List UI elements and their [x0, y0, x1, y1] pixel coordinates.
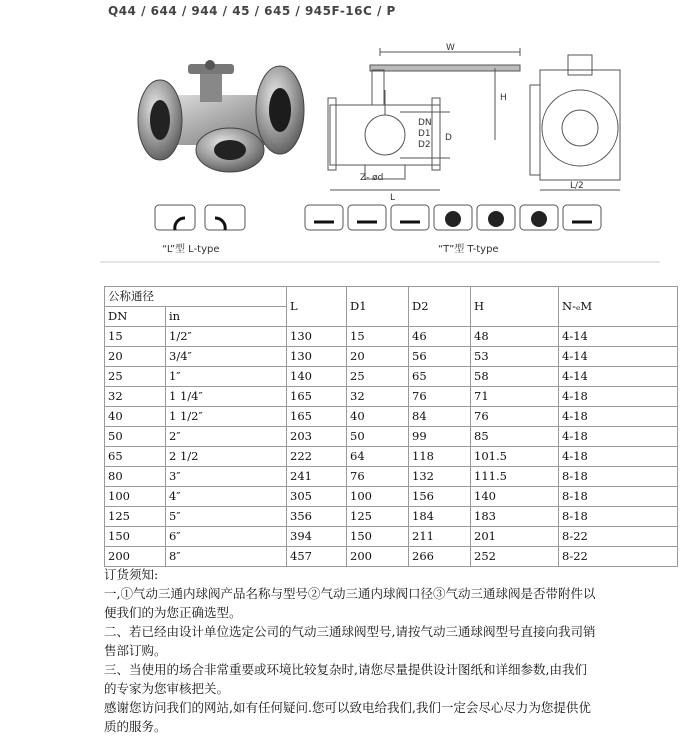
table-cell: 111.5 [471, 467, 559, 487]
table-cell: 140 [287, 367, 347, 387]
table-row [105, 427, 678, 447]
table-cell: 150 [347, 527, 409, 547]
table-cell: 4-14 [559, 347, 678, 367]
table-cell: 132 [409, 467, 471, 487]
section-drawing [328, 43, 520, 203]
notes-heading: 订货须知: [104, 567, 159, 582]
table-cell: 211 [409, 527, 471, 547]
table-cell: 1 1/4″ [166, 387, 287, 407]
table-cell: 58 [471, 367, 559, 387]
header-d1: D1 [347, 287, 409, 327]
table-row [105, 387, 678, 407]
table-cell: 183 [471, 507, 559, 527]
table-cell: 80 [105, 467, 166, 487]
table-cell: 3/4″ [166, 347, 287, 367]
table-cell: 200 [105, 547, 166, 567]
table-cell: 76 [409, 387, 471, 407]
notes-line: 二、若已经由设计单位选定公司的气动三通球阀型号,请按气动三通球阀型号直接向我司销 [104, 624, 596, 639]
table-cell: 184 [409, 507, 471, 527]
table-row [105, 547, 678, 567]
figure-title: Q44 / 644 / 944 / 45 / 645 / 945F-16C / P [108, 4, 396, 18]
table-cell: 48 [471, 327, 559, 347]
table-cell: 64 [347, 447, 409, 467]
table-cell: 4-14 [559, 327, 678, 347]
dim-l2: L/2 [570, 181, 584, 191]
table-cell: 65 [409, 367, 471, 387]
side-drawing [530, 55, 620, 191]
t-type-caption: “T”型 T-type [438, 244, 499, 255]
table-row [105, 347, 678, 367]
table-cell: 356 [287, 507, 347, 527]
table-cell: 40 [105, 407, 166, 427]
notes-line: 便我们的为您正确选型。 [104, 605, 242, 620]
header-dn: DN [105, 307, 166, 327]
table-cell: 130 [287, 327, 347, 347]
table-cell: 84 [409, 407, 471, 427]
table-cell: 1/2″ [166, 327, 287, 347]
table-row [105, 507, 678, 527]
table-cell: 40 [347, 407, 409, 427]
table-cell: 150 [105, 527, 166, 547]
table-cell: 2″ [166, 427, 287, 447]
dim-l: L [390, 193, 396, 203]
table-cell: 25 [347, 367, 409, 387]
table-cell: 2 1/2 [166, 447, 287, 467]
dim-w: W [446, 43, 455, 53]
table-cell: 222 [287, 447, 347, 467]
table-cell: 457 [287, 547, 347, 567]
table-cell: 50 [105, 427, 166, 447]
t-type-icons [305, 205, 601, 230]
table-cell: 125 [105, 507, 166, 527]
table-cell: 5″ [166, 507, 287, 527]
table-cell: 53 [471, 347, 559, 367]
dim-z: Z- ød [360, 173, 384, 183]
header-n-m: N-ₑM [559, 287, 678, 327]
table-cell: 3″ [166, 467, 287, 487]
table-row [105, 407, 678, 427]
table-cell: 266 [409, 547, 471, 567]
table-row [105, 527, 678, 547]
table-cell: 100 [105, 487, 166, 507]
notes-line: 感谢您访问我们的网站,如有任何疑问.您可以致电给我们,我们一定会尽心尽力为您提供优 [104, 700, 591, 715]
table-cell: 46 [409, 327, 471, 347]
table-cell: 305 [287, 487, 347, 507]
table-cell: 85 [471, 427, 559, 447]
table-cell: 65 [105, 447, 166, 467]
header-nominal-size: 公称通径 [105, 287, 287, 307]
dim-d1: D1 [418, 129, 431, 139]
table-cell: 1″ [166, 367, 287, 387]
dim-h: H [500, 93, 507, 103]
table-cell: 76 [471, 407, 559, 427]
notes-line: 一,①气动三通内球阀产品名称与型号②气动三通内球阀口径③气动三通球阀是否带附件以 [104, 586, 596, 601]
table-row [105, 487, 678, 507]
table-cell: 8-18 [559, 507, 678, 527]
table-cell: 101.5 [471, 447, 559, 467]
table-cell: 130 [287, 347, 347, 367]
figure-drawing [100, 0, 660, 275]
table-cell: 140 [471, 487, 559, 507]
table-cell: 25 [105, 367, 166, 387]
header-d2: D2 [409, 287, 471, 327]
table-cell: 71 [471, 387, 559, 407]
table-cell: 118 [409, 447, 471, 467]
table-cell: 15 [347, 327, 409, 347]
table-cell: 4-14 [559, 367, 678, 387]
header-h: H [471, 287, 559, 327]
table-cell: 20 [105, 347, 166, 367]
table-cell: 32 [347, 387, 409, 407]
table-cell: 200 [347, 547, 409, 567]
ordering-notes [104, 565, 604, 736]
spec-table [104, 286, 678, 567]
dim-dn: DN [418, 118, 432, 128]
table-cell: 4-18 [559, 427, 678, 447]
table-row [105, 447, 678, 467]
table-cell: 4-18 [559, 447, 678, 467]
table-cell: 56 [409, 347, 471, 367]
table-cell: 76 [347, 467, 409, 487]
table-cell: 165 [287, 387, 347, 407]
table-cell: 4″ [166, 487, 287, 507]
table-cell: 203 [287, 427, 347, 447]
table-cell: 32 [105, 387, 166, 407]
table-cell: 99 [409, 427, 471, 447]
table-cell: 165 [287, 407, 347, 427]
dim-d2: D2 [418, 140, 431, 150]
table-row [105, 367, 678, 387]
table-cell: 20 [347, 347, 409, 367]
table-cell: 6″ [166, 527, 287, 547]
table-cell: 241 [287, 467, 347, 487]
table-cell: 8-18 [559, 487, 678, 507]
l-type-icons [155, 205, 245, 230]
notes-line: 的专家为您审核把关。 [104, 681, 230, 696]
table-cell: 15 [105, 327, 166, 347]
table-cell: 4-18 [559, 387, 678, 407]
notes-line: 质的服务。 [104, 719, 167, 734]
header-l: L [287, 287, 347, 327]
table-cell: 4-18 [559, 407, 678, 427]
valve-photo [138, 60, 304, 172]
valve-figure [100, 0, 660, 275]
table-cell: 8″ [166, 547, 287, 567]
l-type-caption: “L”型 L-type [162, 244, 220, 255]
table-header-row [105, 287, 678, 307]
table-cell: 50 [347, 427, 409, 447]
table-cell: 394 [287, 527, 347, 547]
table-cell: 8-18 [559, 467, 678, 487]
table-cell: 8-22 [559, 547, 678, 567]
table-row [105, 327, 678, 347]
notes-line: 售部订购。 [104, 643, 167, 658]
notes-line: 三、当使用的场合非常重要或环境比较复杂时,请您尽量提供设计图纸和详细参数,由我们 [104, 662, 587, 677]
table-cell: 100 [347, 487, 409, 507]
dim-d: D [445, 133, 452, 143]
table-cell: 252 [471, 547, 559, 567]
header-in: in [166, 307, 287, 327]
table-cell: 201 [471, 527, 559, 547]
table-cell: 8-22 [559, 527, 678, 547]
table-cell: 125 [347, 507, 409, 527]
table-row [105, 467, 678, 487]
table-cell: 156 [409, 487, 471, 507]
table-cell: 1 1/2″ [166, 407, 287, 427]
